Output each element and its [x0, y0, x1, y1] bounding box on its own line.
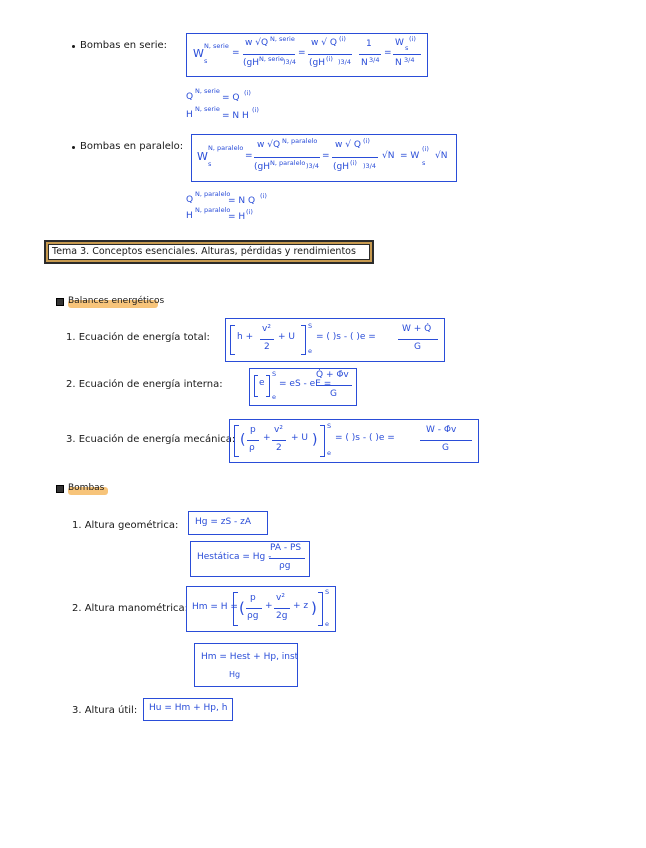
series-t2-num: w √ Q: [311, 38, 337, 48]
paralelo-rel2: H: [186, 211, 193, 221]
hest-den: ρg: [279, 561, 291, 571]
paralelo-t1-den-exp: )3/4: [306, 162, 319, 170]
energy-mech-tail: + U: [291, 433, 308, 443]
energy-total-sup: S: [308, 322, 313, 330]
paralelo-t2-den-sup: (i): [350, 159, 357, 167]
equals: =: [384, 48, 392, 58]
series-t4-den: N: [395, 58, 402, 68]
bracket-right: [301, 325, 306, 355]
fraction-bar: [332, 157, 378, 158]
hm-sub: e: [325, 620, 329, 628]
fraction-bar: [393, 54, 421, 55]
energy-internal-rhs-num: Q̇ + Φ̇v: [316, 370, 349, 380]
series-rel1-rhs: = Q: [222, 93, 240, 103]
series-t1-den: (gH: [243, 58, 259, 68]
energy-mech-v2: v²: [274, 425, 283, 435]
series-t3-num: 1: [366, 39, 372, 49]
energy-mech-rho: ρ: [249, 443, 255, 453]
fraction-bar: [420, 440, 472, 441]
paralelo-t1-den: (gH: [254, 162, 270, 172]
energy-total-box: [225, 318, 445, 362]
energy-mechanical-box: [229, 419, 479, 463]
paralelo-t2-num: w √ Q: [335, 140, 361, 150]
energy-internal-sub: e: [272, 393, 276, 401]
energy-mech-two: 2: [276, 443, 282, 453]
paralelo-rel1-sup: N, paralelo: [195, 190, 231, 198]
hm-box: [186, 586, 336, 632]
hm-z: + z: [293, 601, 309, 611]
paren-close: ): [312, 432, 318, 448]
equals: =: [232, 48, 240, 58]
paralelo-t3-sub: s: [422, 159, 426, 167]
energy-mech-sup: S: [327, 422, 332, 430]
paralelo-rel2-rhs: = H: [228, 212, 246, 222]
section-title: Tema 3. Conceptos esenciales. Alturas, pérdidas y rendimientos: [52, 246, 356, 257]
series-t2-num-sup: (i): [339, 35, 346, 43]
series-t2-den: (gH: [309, 58, 325, 68]
energy-total-rhs-den: G: [414, 342, 421, 352]
series-t2-den-sup: (i): [326, 55, 333, 63]
hm-v-den: 2g: [276, 611, 288, 621]
fraction-bar: [359, 54, 381, 55]
energy-internal-mid: = eS - eE =: [279, 379, 332, 389]
energy-mech-rhs-num: W - Φ̇v: [426, 425, 457, 435]
energy-mech-rhs-den: G: [442, 443, 449, 453]
bracket-left: [254, 375, 258, 397]
bracket-left: [234, 425, 239, 457]
paralelo-t2-tail: √N: [382, 151, 395, 161]
fraction-bar: [260, 339, 274, 340]
paralelo-lhs-sup: N, paralelo: [208, 144, 244, 152]
series-rel1-sup: N, serie: [195, 87, 220, 95]
series-t4-num-sub: s: [405, 44, 409, 52]
energy-internal-sup: S: [272, 370, 277, 378]
plus: +: [263, 433, 271, 443]
energy-internal-box: [249, 368, 357, 406]
bombas-item-1-label: 1. Altura geométrica:: [72, 520, 179, 531]
paralelo-lhs: W: [197, 150, 208, 163]
hg-formula: Hg = zS - zA: [195, 517, 252, 527]
energy-total-inner: h +: [237, 332, 254, 342]
bullet-dot: [72, 146, 75, 149]
paren-open: (: [240, 432, 246, 448]
fraction-bar: [246, 608, 262, 609]
fraction-bar: [269, 558, 305, 559]
hm2-box: [194, 643, 298, 687]
checkbox-square-icon: [56, 485, 64, 493]
energy-total-mid: = ( )s - ( )e =: [316, 332, 376, 342]
series-rel2-rhs-sup: (i): [252, 106, 259, 114]
energy-total-tail: + U: [278, 332, 295, 342]
hm-sup: S: [325, 588, 330, 596]
checkbox-square-icon: [56, 298, 64, 306]
series-t4-den-exp: 3/4: [404, 56, 415, 64]
hm2-under: Hg: [229, 670, 241, 679]
hu-box: [143, 698, 233, 721]
fraction-bar: [316, 385, 352, 386]
hm-v-num: v²: [276, 593, 285, 603]
balance-item-1-label: 1. Ecuación de energía total:: [66, 332, 210, 343]
series-lhs: W: [193, 47, 204, 60]
series-t3-den-exp: 3/4: [369, 56, 380, 64]
energy-total-rhs-num: W + Q̇: [402, 324, 432, 334]
paralelo-t2-den: (gH: [333, 162, 349, 172]
paralelo-rel2-sup: N, paralelo: [195, 206, 231, 214]
hm2-formula: Hm = Hest + Hp, inst: [201, 652, 299, 662]
series-rel2-rhs: = N H: [222, 111, 249, 121]
paralelo-rel1-rhs-sup: (i): [260, 192, 267, 200]
series-t2-den-exp: )3/4: [338, 58, 351, 66]
equals: =: [322, 151, 330, 161]
series-t1-den-sup: N, serie: [259, 55, 284, 63]
series-rel2: H: [186, 110, 193, 120]
series-t1-num: w √Q: [245, 38, 269, 48]
energy-mech-mid: = ( )s - ( )e =: [335, 433, 395, 443]
bracket-left: [233, 592, 238, 626]
fraction-bar: [272, 440, 286, 441]
plus: +: [265, 601, 273, 611]
series-t1-num-sup: N, serie: [270, 35, 295, 43]
hu-formula: Hu = Hm + Hp, h: [149, 703, 228, 713]
paralelo-t1-den-sup: N, paralelo: [270, 159, 306, 167]
series-t3-den: N: [361, 58, 368, 68]
hm-p-num: p: [250, 593, 256, 603]
hest-num: PA - PS: [270, 543, 302, 553]
hest-lhs: Hestática = Hg -: [197, 552, 272, 562]
energy-total-v2: v²: [262, 324, 271, 334]
paralelo-t2-num-sup: (i): [363, 137, 370, 145]
paralelo-t1-num-sup: N, paralelo: [282, 137, 318, 145]
paren-open: (: [239, 599, 245, 617]
fraction-bar: [254, 157, 320, 158]
energy-mech-p: p: [250, 425, 256, 435]
hm-lhs: Hm = H =: [192, 602, 238, 612]
balances-heading: Balances energéticos: [68, 296, 165, 306]
series-rel1: Q: [186, 92, 194, 102]
energy-internal-rhs-den: G: [330, 389, 337, 399]
series-label: Bombas en serie:: [80, 40, 168, 51]
energy-mech-sub: e: [327, 449, 331, 457]
series-rel1-rhs-sup: (i): [244, 89, 251, 97]
series-t4-num-sup: (i): [409, 35, 416, 43]
paralelo-t3-sup: (i): [422, 145, 429, 153]
balance-item-2-label: 2. Ecuación de energía interna:: [66, 379, 223, 390]
equals: =: [298, 48, 306, 58]
bullet-dot: [72, 45, 75, 48]
paralelo-rel1-rhs: = N Q: [228, 196, 256, 206]
bracket-left: [230, 325, 235, 355]
bombas-item-2-label: 2. Altura manométrica:: [72, 603, 189, 614]
paralelo-label: Bombas en paralelo:: [80, 141, 184, 152]
hm-p-den: ρg: [247, 611, 259, 621]
bombas-item-3-label: 3. Altura útil:: [72, 705, 138, 716]
series-lhs-sup: N, serie: [204, 42, 229, 50]
energy-total-two: 2: [264, 342, 270, 352]
bombas-heading: Bombas: [68, 483, 105, 493]
energy-total-sub: e: [308, 347, 312, 355]
section-title-box: [44, 240, 374, 264]
hest-box: [190, 541, 310, 577]
fraction-bar: [274, 608, 290, 609]
balance-item-3-label: 3. Ecuación de energía mecánica:: [66, 434, 236, 445]
paralelo-t2-den-exp: )3/4: [363, 162, 376, 170]
series-t4-num: W: [395, 38, 404, 48]
paren-close: ): [311, 599, 317, 617]
series-lhs-sub: s: [204, 57, 208, 65]
series-formula-box: [186, 33, 428, 77]
paralelo-t3-tail: √N: [435, 151, 448, 161]
energy-internal-inner: e: [259, 378, 265, 388]
bracket-right: [266, 375, 270, 397]
paralelo-lhs-sub: s: [208, 160, 212, 168]
paralelo-t3: = W: [400, 151, 420, 161]
paralelo-rel1: Q: [186, 195, 194, 205]
series-rel2-sup: N, serie: [195, 105, 220, 113]
paralelo-rel2-rhs-sup: (i): [246, 208, 253, 216]
fraction-bar: [247, 440, 259, 441]
bracket-right: [320, 425, 325, 457]
paralelo-formula-box: [191, 134, 457, 182]
series-t1-den-exp: )3/4: [283, 58, 296, 66]
hg-box: [188, 511, 268, 535]
paralelo-t1-num: w √Q: [257, 140, 281, 150]
bracket-right: [318, 592, 323, 626]
equals: =: [245, 151, 253, 161]
fraction-bar: [398, 339, 438, 340]
